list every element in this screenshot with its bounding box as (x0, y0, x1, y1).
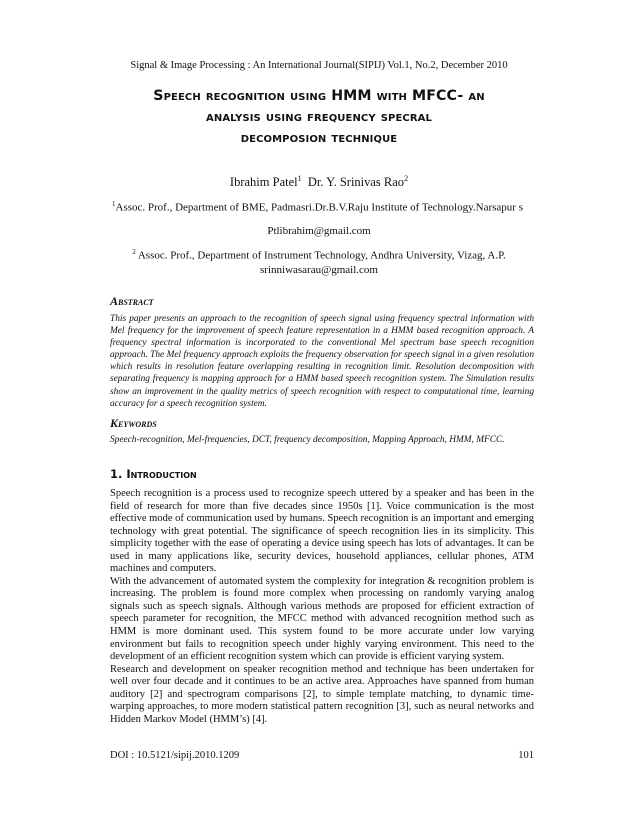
keywords-heading: Keywords (110, 416, 157, 430)
paper-title (90, 86, 548, 149)
introduction-body (110, 488, 534, 726)
introduction-heading: 1. Introduction (110, 467, 197, 481)
affiliation-1 (112, 200, 523, 214)
introduction-paragraph-1: Speech recognition is a process used to recognize speech uttered by a speaker and has been in the field of research for more than five decades since 1950s [1]. Voice communication is the most effective mode of communication used by humans. Speech recognition is an important and emerging technology with great potential. The significance of speech recognition lies in its simplicity. This simplicity together with the ease of operating a device using speech has lots of advantages. It can be used in many applications like, security devices, household appliances, cellular phones, ATM machines and computers. (110, 488, 534, 575)
title-line-3: decomposion technique (240, 130, 398, 146)
footer-doi: DOI : 10.5121/sipij.2010.1209 (110, 750, 240, 761)
abstract-text: This paper presents an approach to the recognition of speech signal using frequency spectral information with Mel frequency for the improvement of speech feature representation in a HMM based recognition approach. A frequency spectral information is incorporated to the conventional Mel spectrum base speech recognition approach. The Mel frequency approach exploits the frequency observation for speech signal in a given resolution which results in resolution feature overlapping resulting in recognition limit. Resolution decomposition with separating frequency is mapping approach for a HMM based speech recognition system. The Simulation results show an improvement in the quality metrics of speech recognition with respect to computational time, learning accuracy for a speech recognition system. (110, 314, 534, 409)
affiliation-2-text: Assoc. Prof., Department of Instrument Technology, Andhra University, Vizag, A.P. (135, 249, 506, 262)
author-1-marker: 1 (297, 174, 302, 183)
journal-header: Signal & Image Processing : An International Journal(SIPIJ) Vol.1, No.2, December 2010 (130, 60, 508, 71)
title-line-1: Speech recognition using HMM with MFCC- an (153, 88, 485, 104)
title-line-2: analysis using frequency specral (206, 109, 432, 125)
page-number: 101 (518, 750, 534, 761)
affiliation-1-marker: 1 (112, 200, 116, 208)
affiliation-2 (0, 248, 638, 262)
affiliation-1-text: Assoc. Prof., Department of BME, Padmasri.Dr.B.V.Raju Institute of Technology.Narsapur s (115, 201, 523, 214)
affiliation-2-marker: 2 (132, 248, 136, 256)
abstract-heading: Abstract (110, 294, 154, 308)
author-2-name: Dr. Y. Srinivas Rao (307, 175, 405, 190)
author-2-marker: 2 (404, 174, 409, 183)
author-line (0, 174, 638, 190)
introduction-paragraph-3: Research and development on speaker recognition method and technique has been undertaken for well over four decade and it continues to be an active area. Approaches have spanned from human auditory [2] and spectrogram comparisons [2], to simple template matching, to dynamic time-warping approaches, to more modern statistical pattern recognition [3], such as neural networks and Hidden Markov Model (HMM’s) [4]. (110, 663, 534, 725)
keywords-text: Speech-recognition, Mel-frequencies, DCT, frequency decomposition, Mapping Approach, HMM, MFCC. (110, 435, 505, 445)
author-1-name: Ibrahim Patel (229, 175, 298, 190)
introduction-paragraph-2: With the advancement of automated system the complexity for integration & recognition problem is increasing. The problem is found more complex when processing on randomly varying analog signals such as speech signals. Although various methods are proposed for efficient extraction of speech parameter for recognition, the MFCC method with advanced recognition method such as HMM is more dominant used. This system found to be more accurate under low varying environment but fails to recognition speech under highly varying environment. This need to the development of an efficient recognition system which can provide is efficient varying system. (110, 575, 534, 663)
author-2-email: srinniwasarau@gmail.com (260, 264, 378, 276)
author-1-email: Ptlibrahim@gmail.com (267, 225, 371, 237)
